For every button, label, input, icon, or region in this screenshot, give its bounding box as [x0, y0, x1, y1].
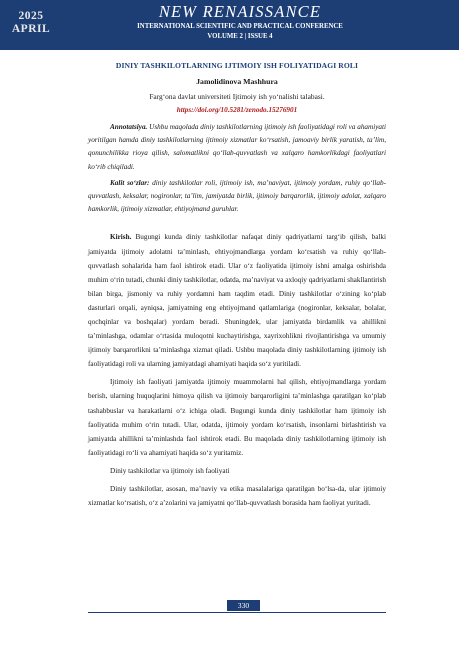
- issue-month: APRIL: [11, 23, 51, 35]
- issue-year: 2025: [18, 10, 44, 22]
- footer-rule: [88, 612, 386, 613]
- intro-paragraph: [88, 230, 386, 371]
- doi-link[interactable]: https://doi.org/10.5281/zenodo.15276901: [176, 106, 298, 114]
- page-number: 330: [227, 600, 260, 611]
- conference-title: NEW RENAISSANCE: [158, 2, 322, 21]
- abstract-label: Annotatsiya.: [110, 123, 148, 131]
- main-text: [88, 230, 386, 510]
- article-author: Jamolidinova Mashhura: [196, 77, 278, 86]
- author-affiliation: Farg‘ona davlat universiteti Ijtimoiy ish yo‘nalishi talabasi.: [149, 92, 325, 101]
- issue-date: [6, 10, 56, 36]
- keywords: [88, 177, 386, 217]
- keywords-text: diniy tashkilotlar roli, ijtimoiy ish, ma’naviyat, ijtimoiy yordam, ruhiy qo‘llab-quvvatlash, keksalar, nogironlar, ta’lim, jamiyatda birlik, ijtimoiy barqarorlik, ijtimoiy adolat, xalqaro hamkorlik, ijtimoiy xizmatlar, ehtiyojmand guruhlar.: [88, 178, 386, 214]
- keywords-label: Kalit so‘zlar:: [110, 178, 150, 187]
- abstract: [88, 121, 386, 174]
- conference-subtitle: INTERNATIONAL SCIENTIFIC AND PRACTICAL CONFERENCE: [137, 23, 343, 30]
- article-body: [88, 56, 386, 510]
- paragraph-3: Diniy tashkilotlar, asosan, ma’naviy va etika masalalariga qaratilgan bo‘lsa-da, ular ijtimoiy xizmatlar ko‘rsatish, o‘z a’zolarini va jamiyatni qo‘llab-quvvatlash borasida ham faoliyat yuritadi.: [88, 485, 386, 508]
- section-subheading: Diniy tashkilotlar va ijtimoiy ish faoliyati: [110, 466, 230, 475]
- intro-text: Bugungi kunda diniy tashkilotlar nafaqat diniy qadriyatlarni targ‘ib qilish, balki jamiyatda ijtimoiy adolatni ta’minlash, ehtiyojmandlarga yordam ko‘rsatish va ruhiy qo‘llab-quvvatlash sohalarida ham faol ishtirok etadi. Ular o‘z faoliyatida ijtimoiy ishni amalga oshirishda muhim o‘rin tutadi, chunki diniy tashkilotlar, odatda, ma’naviyat va axloqiy qadriyatlarni shakllantirish bilan birga, jismoniy va ruhiy yordamni ham taqdim etadi. Diniy tashkilotlar o‘zining ko‘plab dasturlari orqali, ayniqsa, jamiyatning eng ehtiyojmand qatlamlariga (nogironlar, keksalar, bolalar, qochqinlar va boshqalar) yordam beradi. Shuningdek, ular jamiyatda birdamlik va ahillikni ta’minlashga, odamlar o‘rtasida muloqotni kuchaytirishga, xayrixohlikni rivojlantirishga va umumiy ijtimoiy barqarorlikni ta’minlashga xizmat qiladi. Ushbu maqolada diniy tashkilotlarning ijtimoiy ish faoliyatidagi roli va ularning jamiyatdagi ahamiyati haqida so‘z yuritiladi.: [88, 233, 386, 369]
- paragraph-2: Ijtimoiy ish faoliyati jamiyatda ijtimoiy muammolarni hal qilish, ehtiyojmandlarga yordam berish, ularning huquqlarini himoya qilish va ijtimoiy barqarorligini ta’minlashga qaratilgan ko‘plab tashabbuslar va harakatlarni o‘z ichiga oladi. Bugungi kunda diniy tashkilotlar ham ijtimoiy ish faoliyatida muhim o‘rin tutadi. Ular, odatda, ijtimoiy yordam ko‘rsatish, insonlarni birlashtirish va jamiyatda ahillikni ta’minlashda faol ishtirok etadi. Bu maqolada diniy tashkilotlarning ijtimoiy ish faoliyatidagi ro‘li va ahamiyati haqida so‘z yuritamiz.: [88, 378, 386, 457]
- conference-header: [0, 0, 459, 50]
- intro-label: Kirish.: [110, 233, 132, 242]
- article-title: DINIY TASHKILOTLARNING IJTIMOIY ISH FOLIYATIDAGI ROLI: [115, 61, 359, 70]
- abstract-text: Ushbu maqolada diniy tashkilotlarning ijtimoiy ish faoliyatidagi roli va ahamiyati yoritilgan hamda diniy tashkilotlarning ijtimoiy xizmatlar ko‘rsatish, jamoaviy birlik yaratish, ta’lim, qonunchilikka rioya qilish, salomatlikni qo‘llab-quvvatlash va xalqaro hamkorlikdagi faoliyatlari ko‘rib chiqiladi.: [88, 123, 386, 171]
- volume-issue: VOLUME 2 | ISSUE 4: [207, 33, 273, 40]
